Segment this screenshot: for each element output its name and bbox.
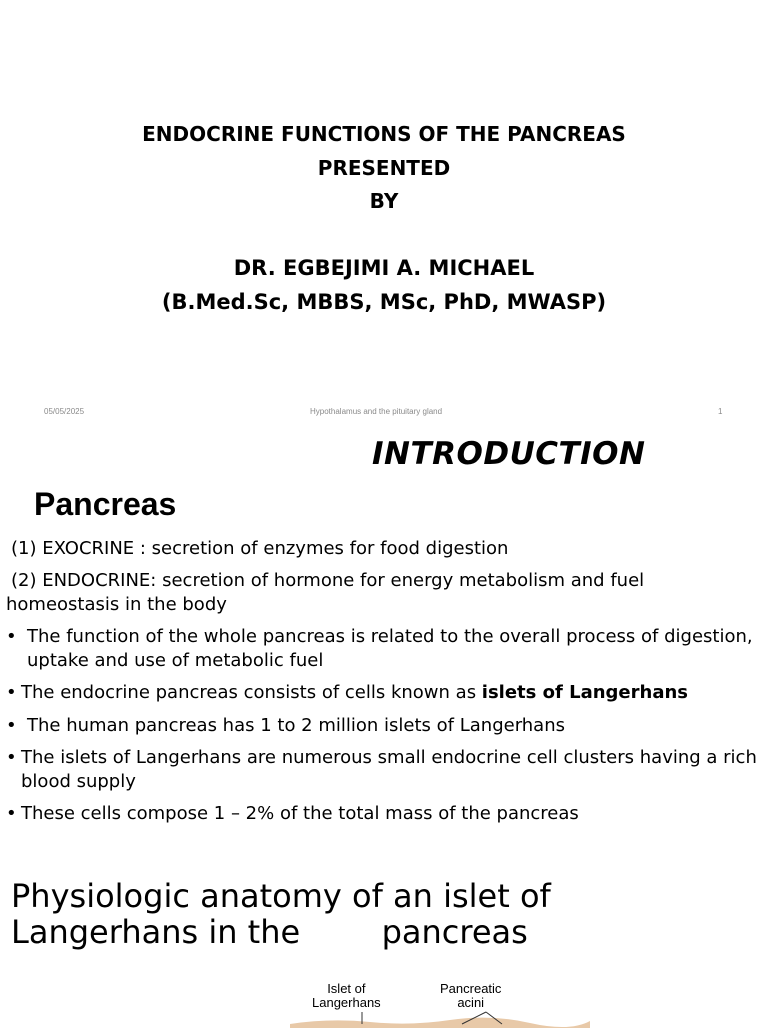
title-spacer (0, 219, 768, 253)
endocrine-item-line-2: homeostasis in the body (6, 594, 227, 615)
bullet-text: The endocrine pancreas consists of cells known as (21, 682, 482, 703)
bullet-item (6, 746, 762, 794)
acini-label: Pancreatic acini (440, 981, 502, 1010)
anatomy-title (11, 878, 751, 950)
bullet-text: The function of the whole pancreas is related to the overall process of digestion, uptake and use of metabolic fuel (27, 626, 753, 671)
bullet-text: The islets of Langerhans are numerous small endocrine cell clusters having a rich blood supply (21, 747, 757, 792)
bullet-dot: • (6, 715, 17, 736)
title-line-3: BY (369, 189, 399, 213)
title-slide (0, 0, 768, 430)
anatomy-slide (0, 870, 768, 1024)
footer-title: Hypothalamus and the pituitary gland (310, 407, 443, 416)
diagram-illustration (290, 978, 590, 1028)
bullet-dot: • (6, 747, 17, 768)
author-credentials: (B.Med.Sc, MBBS, MSc, PhD, MWASP) (161, 289, 607, 314)
footer-date: 05/05/2025 (44, 407, 85, 416)
slide-heading: INTRODUCTION (372, 436, 646, 472)
footer-page-number: 1 (718, 407, 723, 416)
bullet-dot: • (6, 626, 17, 647)
tissue-shape (290, 1018, 590, 1028)
bullet-item (6, 625, 762, 673)
anatomy-title-line-1: Physiologic anatomy of an islet of (11, 877, 551, 915)
anatomy-title-line-2: Langerhans in the pancreas (11, 913, 528, 951)
introduction-slide (0, 430, 768, 870)
bullet-dot: • (6, 803, 17, 824)
exocrine-item: (1) EXOCRINE : secretion of enzymes for food digestion (11, 538, 509, 559)
endocrine-item (6, 569, 762, 617)
bullet-text: These cells compose 1 – 2% of the total mass of the pancreas (21, 803, 579, 824)
author-name: DR. EGBEJIMI A. MICHAEL (233, 256, 535, 280)
title-line-2: PRESENTED (317, 155, 451, 180)
slide-subheading: Pancreas (34, 486, 177, 522)
bullet-item (6, 681, 762, 705)
title-block (0, 118, 768, 319)
intro-list (6, 537, 762, 561)
bullet-item (6, 714, 762, 738)
title-line-1: ENDOCRINE FUNCTIONS OF THE PANCREAS (142, 122, 626, 146)
islet-diagram (290, 978, 590, 1028)
endocrine-item-line-1: (2) ENDOCRINE: secretion of hormone for energy metabolism and fuel (11, 570, 645, 591)
bullet-bold-term: islets of Langerhans (481, 682, 688, 703)
islet-label: Islet of Langerhans (312, 981, 381, 1010)
bullet-text: The human pancreas has 1 to 2 million islets of Langerhans (27, 715, 565, 736)
bullet-item (6, 802, 762, 826)
bullet-dot: • (6, 682, 17, 703)
